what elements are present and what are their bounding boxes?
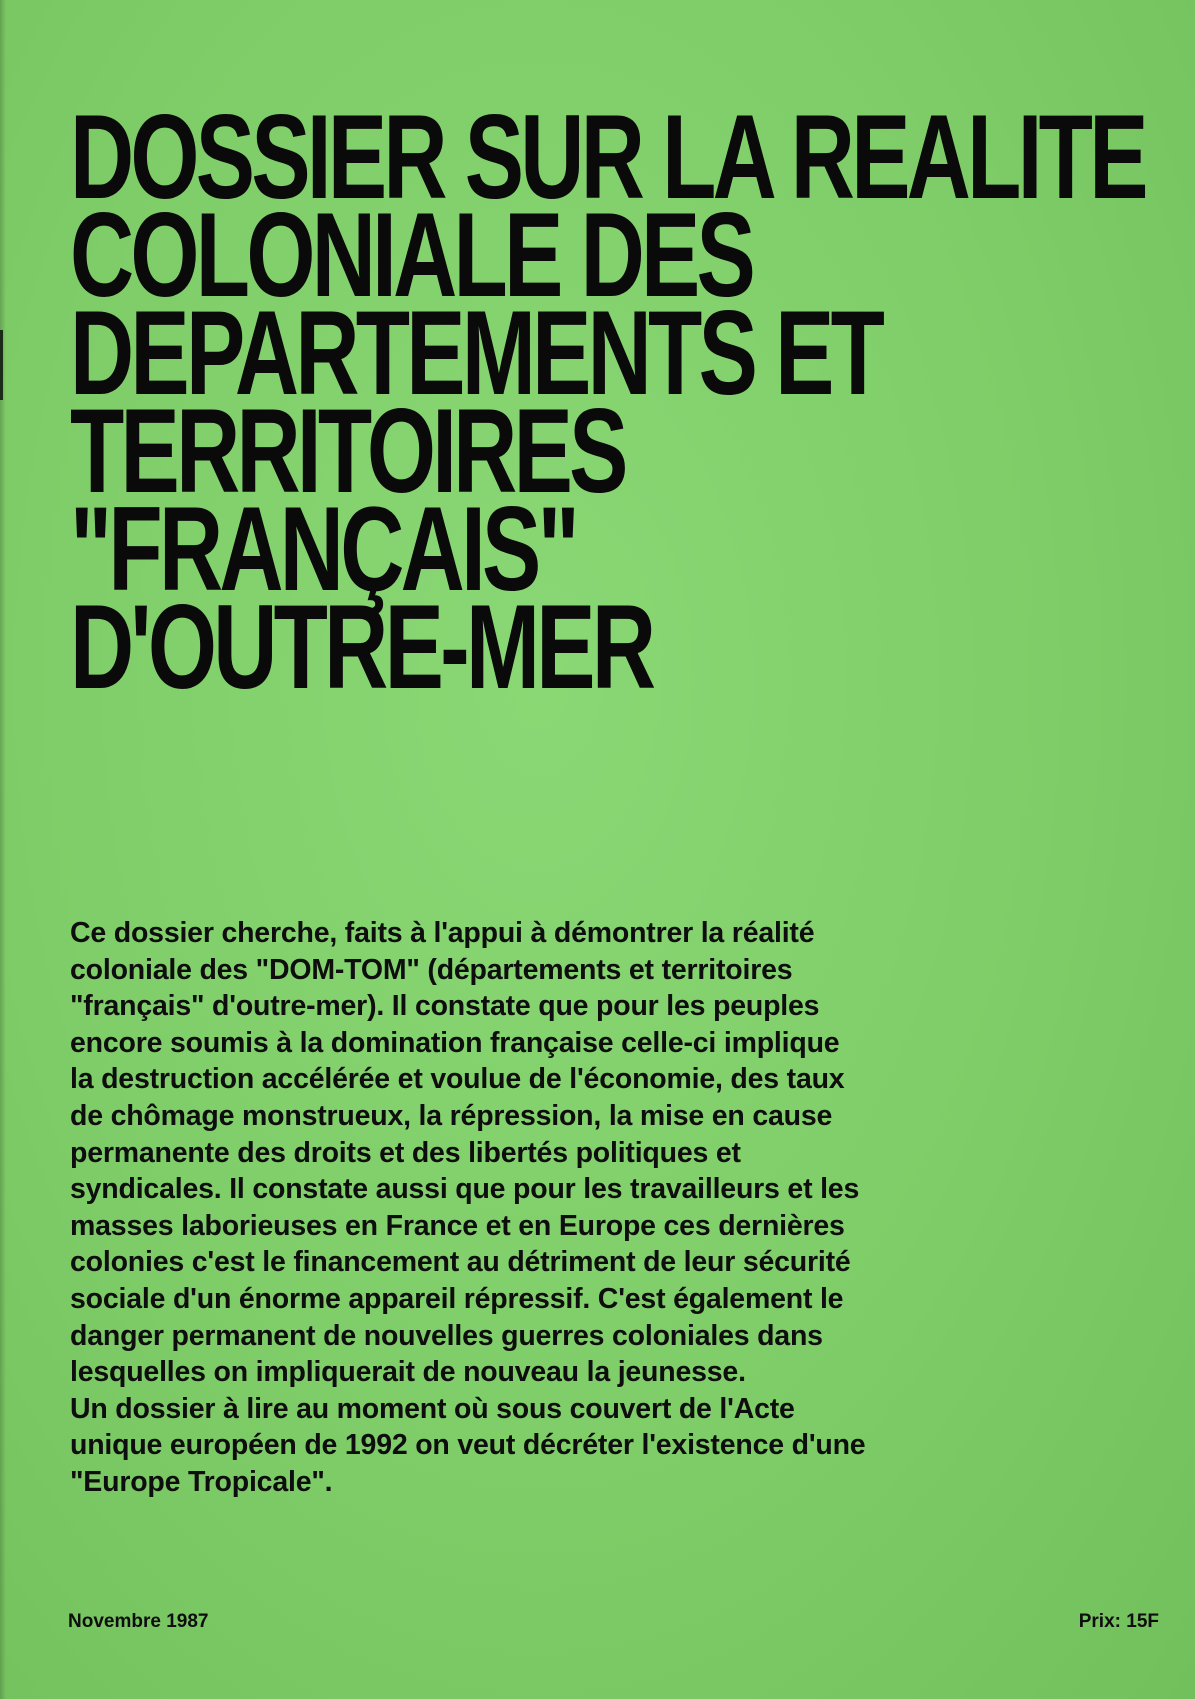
description-line: syndicales. Il constate aussi que pour les travailleurs et les [70, 1173, 860, 1206]
description-line: "Europe Tropicale". [70, 1465, 333, 1498]
page-edge-mark [0, 330, 3, 400]
title-line: D'OUTRE-MER [70, 580, 653, 714]
description-line: permanente des droits et des libertés politiques et [70, 1136, 741, 1169]
description-line: unique européen de 1992 on veut décréter l'existence d'une [70, 1429, 866, 1462]
description-line: sociale d'un énorme appareil répressif. C'est également le [70, 1282, 844, 1315]
publication-date: Novembre 1987 [68, 1611, 209, 1632]
title-line: DOSSIER SUR LA REALITE [70, 90, 1145, 224]
description-line: coloniale des "DOM-TOM" (départements et territoires [70, 953, 793, 986]
cover-title [70, 90, 1145, 714]
description-line: danger permanent de nouvelles guerres coloniales dans [70, 1319, 823, 1352]
description-line: de chômage monstrueux, la répression, la mise en cause [70, 1099, 833, 1132]
description-line: encore soumis à la domination française celle-ci implique [70, 1026, 840, 1059]
page-edge-shadow [0, 0, 6, 1699]
description-line: colonies c'est le financement au détriment de leur sécurité [70, 1246, 851, 1279]
cover-description [70, 915, 1160, 1501]
title-line: TERRITOIRES [70, 384, 625, 518]
description-line: "français" d'outre-mer). Il constate que pour les peuples [70, 990, 820, 1023]
description-line: masses laborieuses en France et en Europe ces dernières [70, 1209, 845, 1242]
description-line: la destruction accélérée et voulue de l'économie, des taux [70, 1063, 845, 1096]
description-line: Ce dossier cherche, faits à l'appui à démontrer la réalité [70, 917, 815, 949]
title-line: DEPARTEMENTS ET [70, 286, 882, 420]
description-line: lesquelles on impliquerait de nouveau la jeunesse. [70, 1356, 746, 1389]
title-line: "FRANÇAIS" [70, 482, 576, 616]
price-label: Prix: 15F [1078, 1611, 1159, 1632]
title-line: COLONIALE DES [70, 188, 753, 322]
description-line: Un dossier à lire au moment où sous couvert de l'Acte [70, 1392, 795, 1425]
